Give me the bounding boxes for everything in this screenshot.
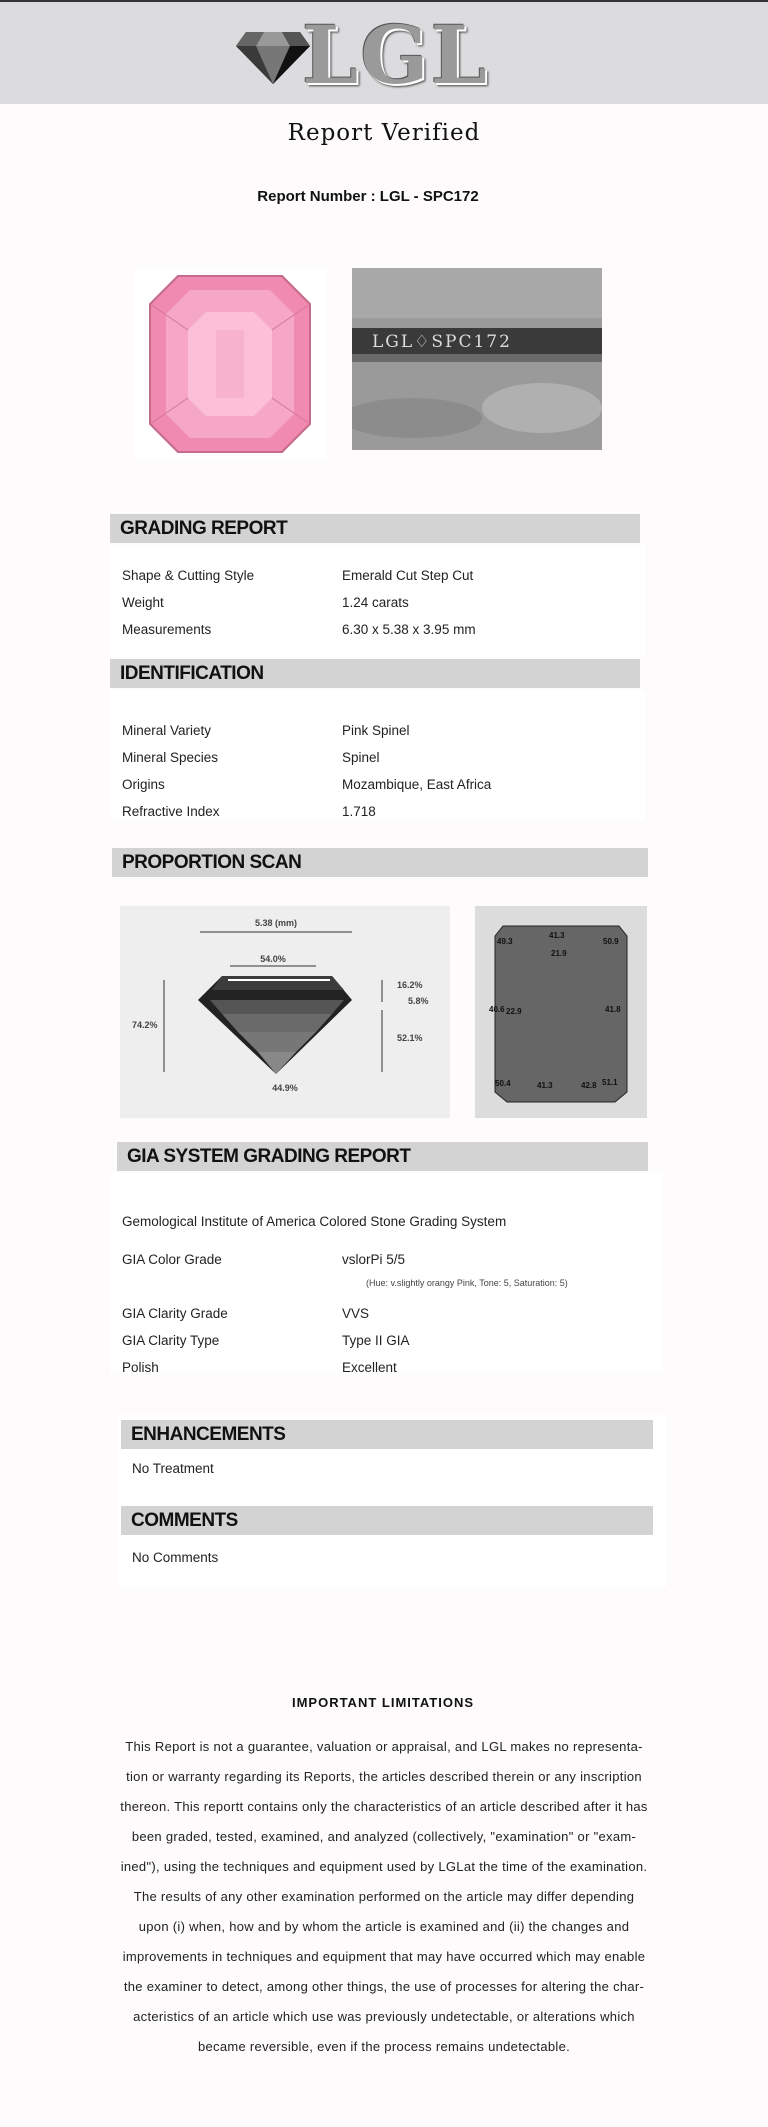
page-title: Report Verified	[287, 120, 481, 146]
limitations-line: upon (i) when, how and by whom the article is examined and (ii) the changes and	[138, 1919, 630, 1934]
limitations-heading: IMPORTANT LIMITATIONS	[291, 1695, 475, 1710]
grading-label: Shape & Cutting Style	[122, 568, 255, 583]
identification-value: Mozambique, East Africa	[342, 777, 492, 792]
limitations-line: acteristics of an article which use was previously undetectable, or alterations which	[133, 2009, 635, 2024]
identification-label: Mineral Variety	[122, 723, 212, 738]
lgl-logo	[234, 8, 494, 102]
top-tr-label: 50.9	[603, 937, 619, 946]
top-ml-label: 40.6	[489, 1005, 505, 1014]
top-mi-label: 22.9	[506, 1007, 522, 1016]
identification-heading: IDENTIFICATION	[110, 659, 640, 688]
inscription-photo	[352, 268, 602, 450]
limitations-line: The results of any other examination performed on the article may differ depending	[133, 1889, 635, 1904]
top-tc-label: 41.3	[549, 931, 565, 940]
gia-label: Polish	[122, 1360, 159, 1375]
limitations-line: ined"), using the techniques and equipment used by LGLat the time of the examination.	[120, 1859, 648, 1874]
top-mr-label: 41.8	[605, 1005, 621, 1014]
limitations-line: became reversible, even if the process remains undetectable.	[197, 2039, 571, 2054]
limitations-line: improvements in techniques and equipment that may have occurred which may enable	[122, 1949, 646, 1964]
side-profile-diagram	[120, 906, 450, 1118]
limitations-line: been graded, tested, examined, and analyzed (collectively, "examination" or "exam-	[131, 1829, 637, 1844]
identification-label: Origins	[122, 777, 165, 792]
comments-value: No Comments	[132, 1550, 219, 1565]
gemstone-photo	[134, 268, 326, 460]
gia-color-note: (Hue: v.slightly orangy Pink, Tone: 5, Saturation: 5)	[366, 1278, 568, 1288]
top-bro-label: 51.1	[602, 1078, 618, 1087]
logo-text: LGL	[302, 8, 489, 102]
limitations-line: thereon. This reportt contains only the characteristics of an article described after it has	[120, 1799, 648, 1814]
grading-value: 6.30 x 5.38 x 3.95 mm	[342, 622, 476, 637]
girdle-label: 5.8%	[408, 996, 429, 1006]
comments-heading: COMMENTS	[121, 1506, 653, 1535]
limitations-text	[120, 1732, 648, 2062]
culet-label: 44.9%	[272, 1083, 298, 1093]
grading-value: Emerald Cut Step Cut	[342, 568, 474, 583]
grading-label: Measurements	[122, 622, 212, 637]
top-ti-label: 21.9	[551, 949, 567, 958]
identification-value: Pink Spinel	[342, 723, 410, 738]
gia-value: Type II GIA	[342, 1333, 410, 1348]
identification-label: Mineral Species	[122, 750, 219, 765]
identification-value: Spinel	[342, 750, 380, 765]
total-depth-label: 74.2%	[132, 1020, 158, 1030]
gia-label: GIA Clarity Grade	[122, 1306, 228, 1321]
report-number: Report Number : LGL - SPC172	[257, 188, 479, 205]
header-banner	[0, 2, 768, 104]
top-bl-label: 50.4	[495, 1079, 511, 1088]
enhancements-value: No Treatment	[132, 1461, 214, 1476]
gia-report-heading: GIA SYSTEM GRADING REPORT	[117, 1142, 648, 1171]
grading-value: 1.24 carats	[342, 595, 409, 610]
limitations-line: This Report is not a guarantee, valuation or appraisal, and LGL makes no representa-	[125, 1739, 643, 1754]
identification-value: 1.718	[342, 804, 376, 819]
diamond-icon	[234, 22, 312, 88]
gia-label: GIA Clarity Type	[122, 1333, 220, 1348]
gia-value: Excellent	[342, 1360, 397, 1375]
inscription-text: LGL♢SPC172	[372, 332, 512, 352]
grading-report-heading: GRADING REPORT	[110, 514, 640, 543]
top-view-diagram	[475, 906, 647, 1118]
width-label: 5.38 (mm)	[254, 918, 298, 928]
gia-color-value: vslorPi 5/5	[342, 1252, 406, 1267]
pavilion-depth-label: 52.1%	[397, 1033, 423, 1043]
limitations-line: tion or warranty regarding its Reports, the articles described therein or any inscription	[126, 1769, 642, 1784]
proportion-scan-heading: PROPORTION SCAN	[112, 848, 648, 877]
limitations-line: the examiner to detect, among other things, the use of processes for altering the char-	[123, 1979, 645, 1994]
table-pct-label: 54.0%	[260, 954, 286, 964]
enhancements-heading: ENHANCEMENTS	[121, 1420, 653, 1449]
grading-label: Weight	[122, 595, 164, 610]
crown-height-label: 16.2%	[397, 980, 423, 990]
identification-label: Refractive Index	[122, 804, 220, 819]
gia-system-text: Gemological Institute of America Colored Stone Grading System	[122, 1214, 507, 1229]
top-br-label: 42.8	[581, 1081, 597, 1090]
gia-value: VVS	[342, 1306, 370, 1321]
top-tl-label: 49.3	[497, 937, 513, 946]
top-bc-label: 41.3	[537, 1081, 553, 1090]
gia-color-label: GIA Color Grade	[122, 1252, 222, 1267]
